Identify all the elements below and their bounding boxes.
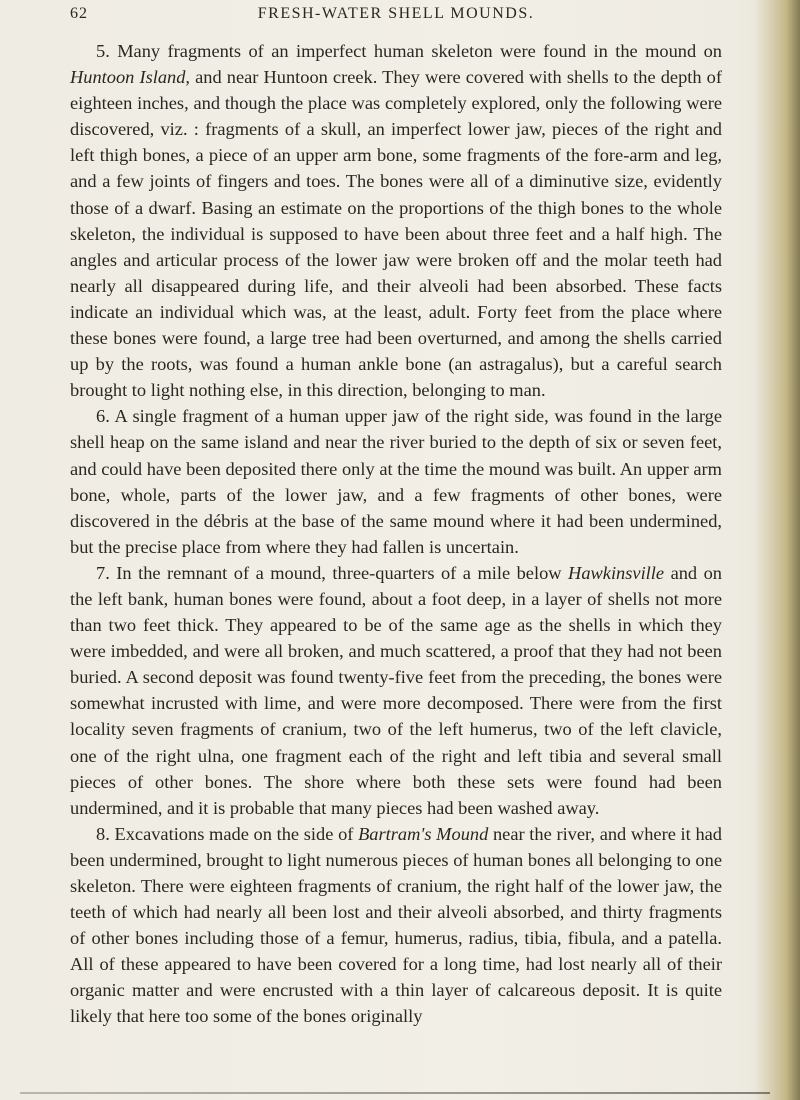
italic-place-name: Hawkinsville xyxy=(568,562,665,583)
paragraph-p7 xyxy=(70,560,722,821)
paragraph-p8 xyxy=(70,821,722,1030)
body-text xyxy=(70,38,722,1030)
paragraph-text: 8. Excavations made on the side of xyxy=(96,823,359,844)
running-head xyxy=(70,5,722,27)
italic-place-name: Bartram's Mound xyxy=(358,823,489,844)
paragraph-text: 7. In the remnant of a mound, three-quarters of a mile below xyxy=(96,562,569,583)
paragraph-text: and near Huntoon creek. They were covered with shells to the depth of eighteen inches, and though the place was completely explored, only the following were discovered, viz. : fragments of a skull, an imperfect lower jaw, pieces of the right and left thigh bones, a piece of an upper arm bone, some fragments of the fore-arm and leg, and a few joints of fingers and toes. The bones were all of a diminutive size, evidently those of a dwarf. Basing an estimate on the proportions of the thigh bones to the whole skeleton, the individual is supposed to have been about three feet and a half high. The angles and articular process of the lower jaw were broken off and the molar teeth had nearly all disappeared during life, and their alveoli had been absorbed. These facts indicate an individual which was, at the least, adult. Forty feet from the place where these bones were found, a large tree had been overturned, and among the shells carried up by the roots, was found a human ankle bone (an astragalus), but a careful search brought to light nothing else, in this direction, belonging to man. xyxy=(70,67,722,401)
running-title: FRESH-WATER SHELL MOUNDS. xyxy=(257,5,535,22)
paragraph-p6 xyxy=(70,403,722,560)
spine-shadow xyxy=(754,0,800,1100)
paragraph-text: and on the left bank, human bones were found, about a foot deep, in a layer of shells not more than two feet thick. They appeared to be of the same age as the shells in which they were imbedded, and were all broken, and much scattered, a proof that they had not been buried. A second deposit was found twenty-five feet from the preceding, the bones were somewhat incrusted with lime, and were more decomposed. There were from the first locality seven fragments of cranium, two of the left humerus, two of the left clavicle, one of the right ulna, one fragment each of the right and left tibia and several small pieces of other bones. The shore where both these sets were found had been undermined, and it is probable that many pieces had been washed away. xyxy=(70,562,722,818)
paragraph-text: near the river, and where it had been undermined, brought to light numerous pieces of human bones all belonging to one skeleton. There were eighteen fragments of cranium, the right half of the lower jaw, the teeth of which had nearly all been lost and their alveoli absorbed, and thirty fragments of other bones including those of a femur, humerus, radius, tibia, fibula, and a patella. All of these appeared to have been covered for a long time, had lost nearly all of their organic matter and were encrusted with a thin layer of calcareous deposit. It is quite likely that here too some of the bones originally xyxy=(70,823,722,1027)
italic-place-name: Huntoon Island, xyxy=(70,67,191,88)
page-number: 62 xyxy=(70,5,88,22)
paragraph-text: 5. Many fragments of an imperfect human skeleton were found in the mound on xyxy=(96,41,722,61)
paragraph-text: 6. A single fragment of a human upper jaw of the right side, was found in the large shell heap on the same island and near the river buried to the depth of six or seven feet, and could have been deposited there only at the time the mound was built. An upper arm bone, whole, parts of the lower jaw, and a few fragments of other bones, were discovered in the débris at the base of the same mound where it had been undermined, but the precise place from where they had fallen is uncertain. xyxy=(70,406,722,557)
paragraph-p5 xyxy=(70,38,722,403)
page-edge-rule xyxy=(20,1092,770,1094)
